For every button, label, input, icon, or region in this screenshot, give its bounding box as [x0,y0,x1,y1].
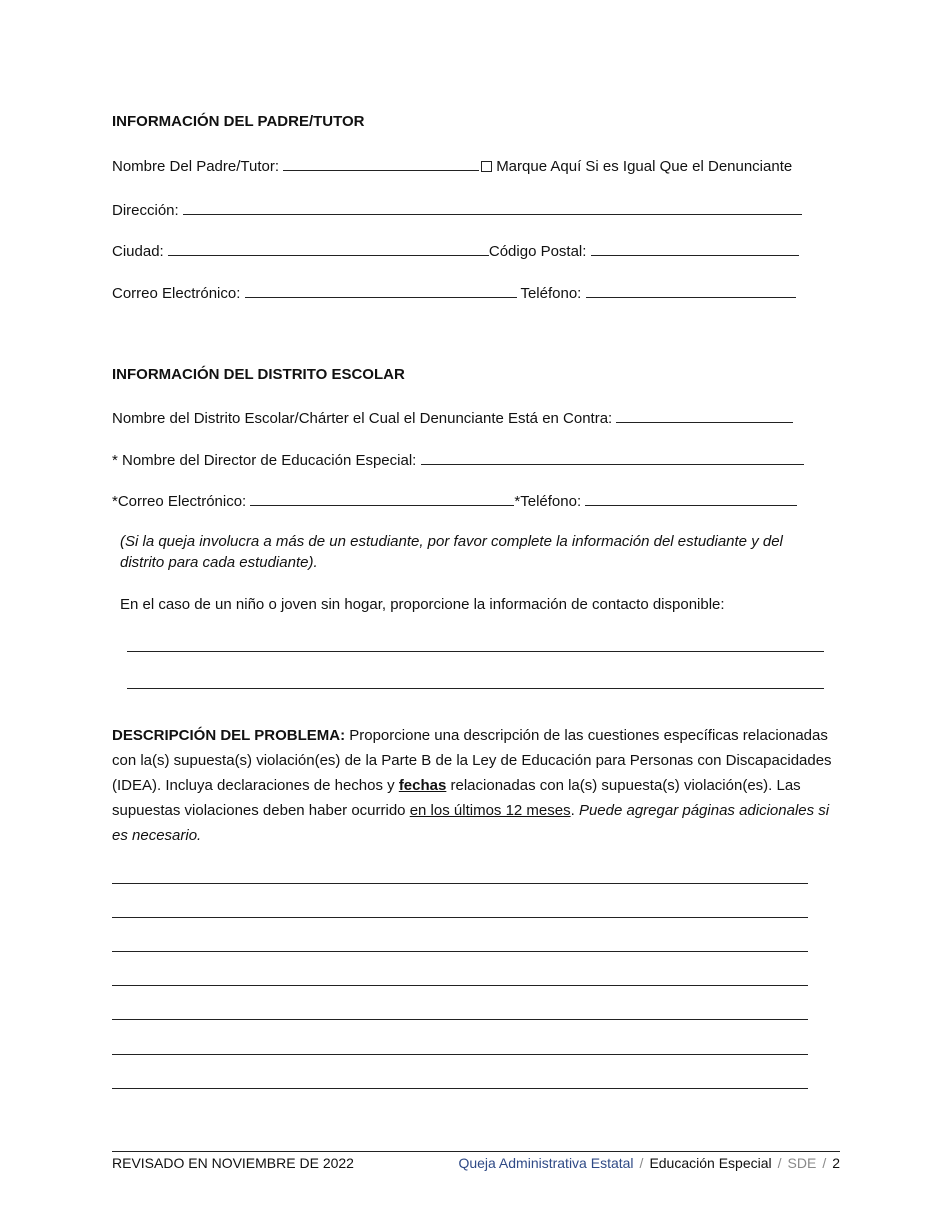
problem-text-3: . [570,802,579,819]
parent-phone-field[interactable] [586,282,796,298]
city-label: Ciudad: [112,243,164,260]
footer-agency: SDE [787,1155,817,1171]
same-as-complainant-label: Marque Aquí Si es Igual Que el Denunciante [496,158,793,175]
zip-label: Código Postal: [488,243,587,260]
homeless-contact-line-1[interactable] [127,651,824,652]
footer-document-info [458,1155,840,1171]
footer-separator-3: / [822,1155,827,1171]
director-field[interactable] [421,449,804,465]
same-as-complainant-checkbox[interactable] [481,161,492,172]
city-field[interactable] [168,240,489,256]
footer-category: Educación Especial [649,1155,772,1171]
district-contact-row [112,490,797,512]
problem-text-dates: fechas [398,777,447,794]
description-line-2[interactable] [112,917,808,918]
district-email-field[interactable] [250,490,514,506]
multi-student-note: (Si la queja involucra a más de un estudiante, por favor complete la información del estudiante y del distrito para cada estudiante). [120,533,783,571]
description-line-5[interactable] [112,1019,808,1020]
address-field[interactable] [183,199,802,215]
parent-email-label: Correo Electrónico: [112,285,241,302]
parent-name-label: Nombre Del Padre/Tutor: [112,158,280,175]
description-line-4[interactable] [112,985,808,986]
problem-text-period: en los últimos 12 meses [409,802,571,819]
director-label: * Nombre del Director de Educación Especial: [112,452,417,469]
footer-revised: REVISADO EN NOVIEMBRE DE 2022 [112,1155,354,1171]
parent-name-field[interactable] [283,155,479,171]
parent-section-heading: INFORMACIÓN DEL PADRE/TUTOR [112,113,365,130]
problem-heading: DESCRIPCIÓN DEL PROBLEMA: [112,727,346,744]
district-name-field[interactable] [616,407,793,423]
district-email-label: *Correo Electrónico: [112,493,247,510]
district-name-label: Nombre del Distrito Escolar/Chárter el Cual el Denunciante Está en Contra: [112,410,613,427]
parent-contact-row [112,282,796,304]
parent-name-row [112,155,792,177]
description-line-3[interactable] [112,951,808,952]
footer-doc-title: Queja Administrativa Estatal [458,1155,634,1171]
homeless-note: En el caso de un niño o joven sin hogar, proporcione la información de contacto disponible: [120,596,725,613]
problem-text-italic: Puede agregar páginas adicionales si es necesario. [112,802,830,844]
parent-phone-label: Teléfono: [520,285,582,302]
address-row [112,199,802,221]
homeless-contact-line-2[interactable] [127,688,824,689]
problem-text-2: relacionadas con la(s) supuesta(s) violación(es). Las supuestas violaciones deben haber ocurrido [112,777,801,819]
footer-divider [112,1151,840,1152]
footer-page-number: 2 [832,1155,840,1171]
description-line-7[interactable] [112,1088,808,1089]
zip-field[interactable] [591,240,799,256]
district-section-heading: INFORMACIÓN DEL DISTRITO ESCOLAR [112,366,405,383]
description-line-6[interactable] [112,1054,808,1055]
footer-separator-2: / [777,1155,782,1171]
director-row [112,449,804,471]
city-zip-row [112,240,799,262]
district-phone-field[interactable] [585,490,797,506]
description-line-1[interactable] [112,883,808,884]
district-phone-label: *Teléfono: [514,493,582,510]
problem-text-1: Proporcione una descripción de las cuestiones específicas relacionadas con la(s) supuesta(s) violación(es) de la Parte B de la Ley de Educación para Personas con Discapacidades (IDEA). Incluya declaraciones de hechos y [112,727,832,794]
address-label: Dirección: [112,202,179,219]
district-name-row [112,407,793,429]
footer-separator-1: / [639,1155,644,1171]
parent-email-field[interactable] [245,282,517,298]
problem-description [112,723,842,848]
